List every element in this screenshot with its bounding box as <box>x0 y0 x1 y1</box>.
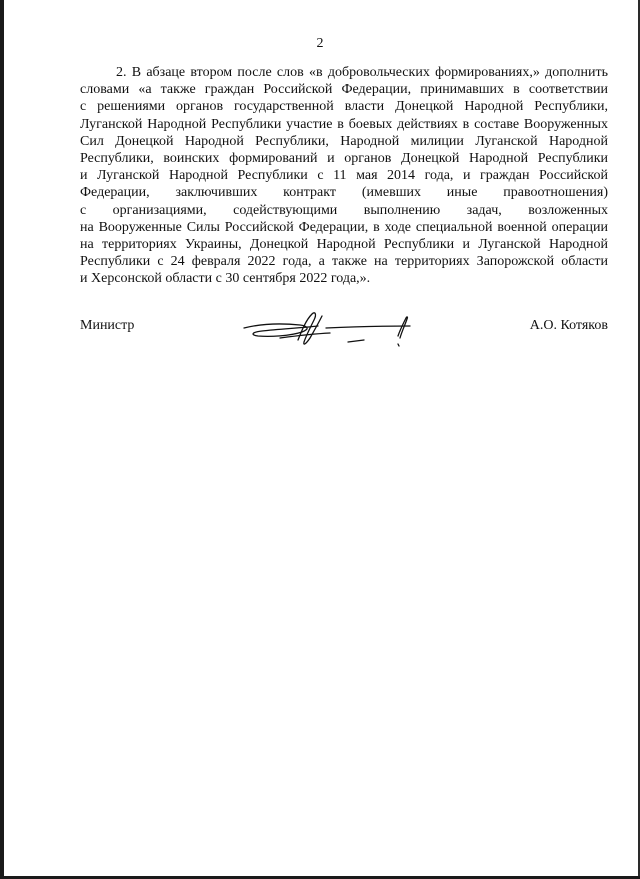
paragraph-line: Республики, воинских формирований и органов Донецкой Народной Республики <box>80 150 608 166</box>
paragraph-line: Федерации, заключивших контракт (имевших иные правоотношения) <box>80 185 608 201</box>
paragraph-line: и Луганской Народной Республики с 11 мая 2014 года, и граждан Российской <box>80 168 608 184</box>
paragraph-line: Луганской Народной Республики участие в боевых действиях в составе Вооруженных <box>80 116 608 132</box>
paragraph-line: с решениями органов государственной власти Донецкой Народной Республики, <box>80 99 608 115</box>
page-number: 2 <box>316 36 324 51</box>
scan-border-left <box>0 0 4 879</box>
paragraph-line: словами «а также граждан Российской Федерации, принимавших в соответствии <box>80 82 608 98</box>
handwritten-signature <box>240 306 420 356</box>
signatory-title: Министр <box>80 318 135 333</box>
signatory-name: А.О. Котяков <box>529 318 608 333</box>
amendment-paragraph <box>80 64 608 287</box>
paragraph-line: 2. В абзаце втором после слов «в добровольческих формированиях,» дополнить <box>116 65 608 80</box>
paragraph-line: и Херсонской области с 30 сентября 2022 года,». <box>80 271 371 287</box>
paragraph-line: Республики с 24 февраля 2022 года, а также на территориях Запорожской области <box>80 254 608 270</box>
paragraph-line: Сил Донецкой Народной Республики, Народной милиции Луганской Народной <box>80 133 608 149</box>
paragraph-line: на территориях Украины, Донецкой Народной Республики и Луганской Народной <box>80 236 608 252</box>
paragraph-line: на Вооруженные Силы Российской Федерации, в ходе специальной военной операции <box>80 219 608 235</box>
paragraph-line: с организациями, содействующими выполнению задач, возложенных <box>80 202 608 218</box>
